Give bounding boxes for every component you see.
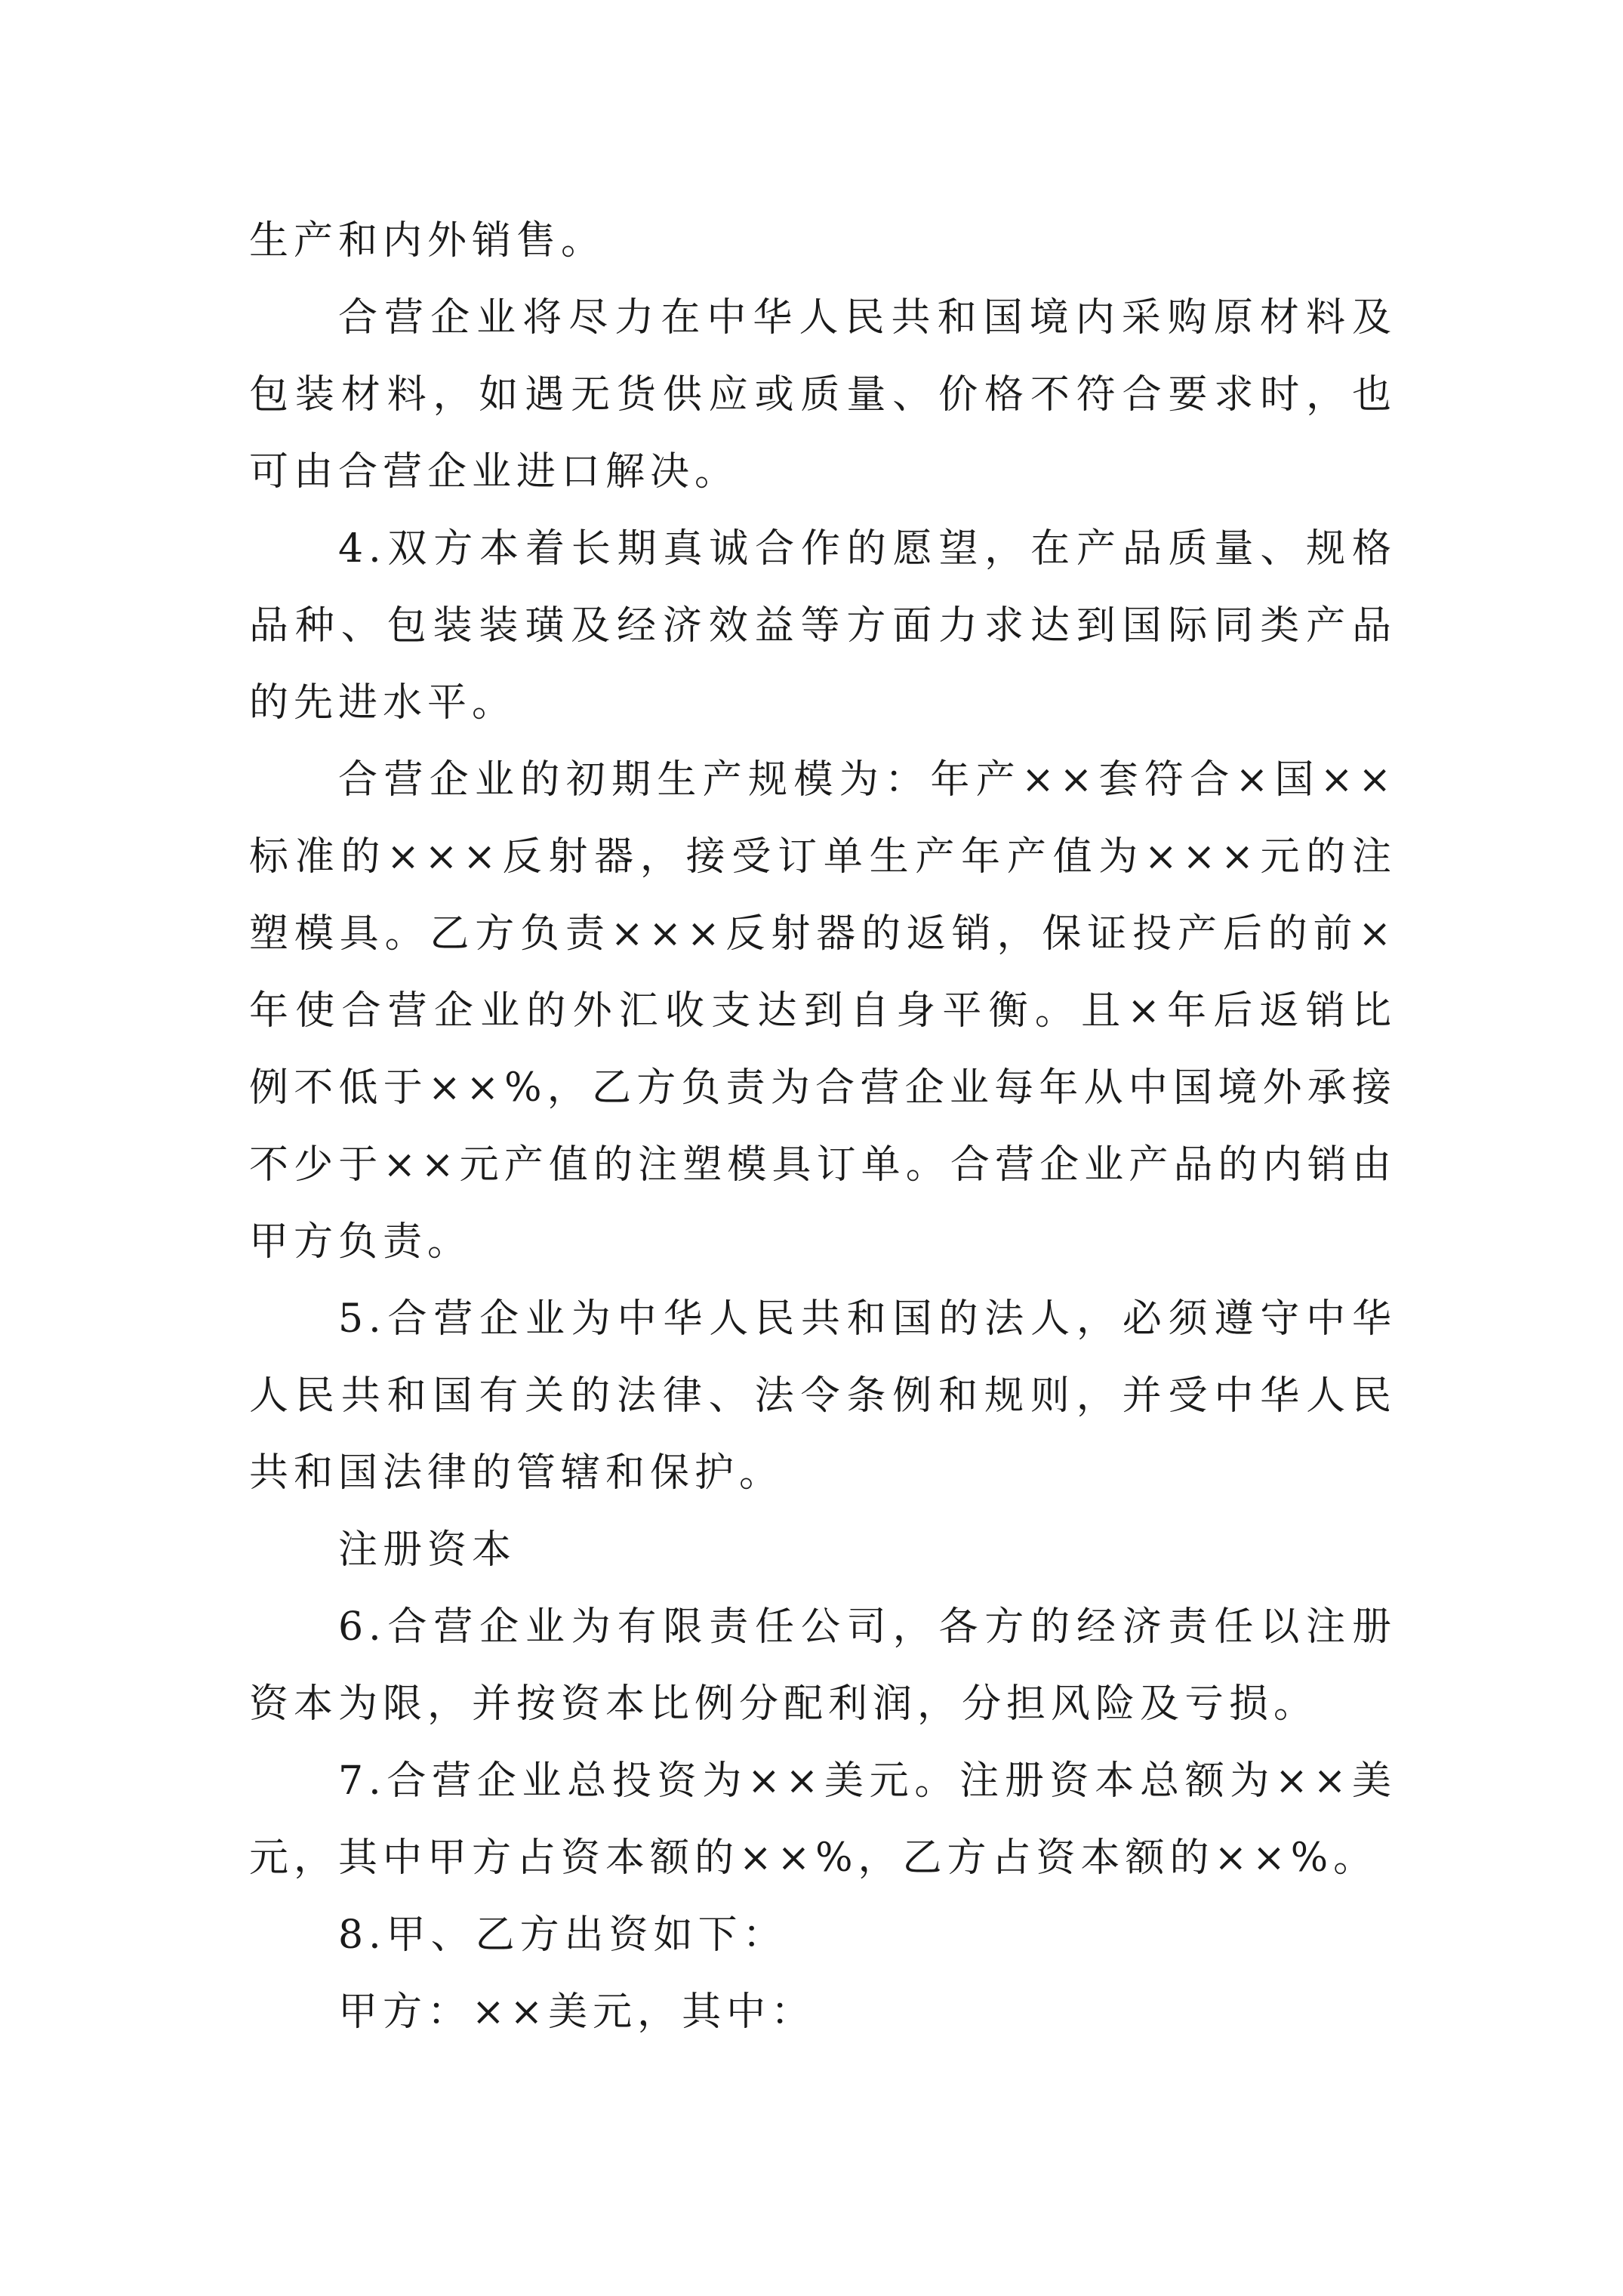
paragraph-clause-5: 5.合营企业为中华人民共和国的法人，必须遵守中华人民共和国有关的法律、法令条例和规则，并受中华人民共和国法律的管辖和保护。 (249, 1296, 1397, 1496)
paragraph-clause-6: 6.合营企业为有限责任公司，各方的经济责任以注册资本为限，并按资本比例分配利润，分担风险及亏损。 (249, 1604, 1397, 1727)
paragraph-clause-8: 8.甲、乙方出资如下： (338, 1912, 787, 1958)
paragraph-continuation: 生产和内外销售。 (249, 218, 606, 264)
paragraph-party-a-contribution: 甲方：××美元，其中： (338, 1989, 816, 2035)
section-heading-registered-capital: 注册资本 (338, 1527, 517, 1573)
paragraph-clause-7: 7.合营企业总投资为××美元。注册资本总额为××美元，其中甲方占资本额的××%，乙方占资本额的××%。 (249, 1758, 1397, 1881)
document-body (249, 202, 1397, 2051)
paragraph-procurement: 合营企业将尽力在中华人民共和国境内采购原材料及包装材料，如遇无货供应或质量、价格不符合要求时，也可由合营企业进口解决。 (249, 295, 1397, 495)
paragraph-clause-4: 4.双方本着长期真诚合作的愿望，在产品质量、规格品种、包装装璜及经济效益等方面力求达到国际同类产品的先进水平。 (249, 526, 1397, 726)
paragraph-production-scale: 合营企业的初期生产规模为：年产××套符合×国××标准的×××反射器，接受订单生产年产值为×××元的注塑模具。乙方负责×××反射器的返销，保证投产后的前×年使合营企业的外汇收支达到自身平衡。且×年后返销比例不低于××%，乙方负责为合营企业每年从中国境外承接不少于××元产值的注塑模具订单。合营企业产品的内销由甲方负责。 (249, 757, 1397, 1265)
